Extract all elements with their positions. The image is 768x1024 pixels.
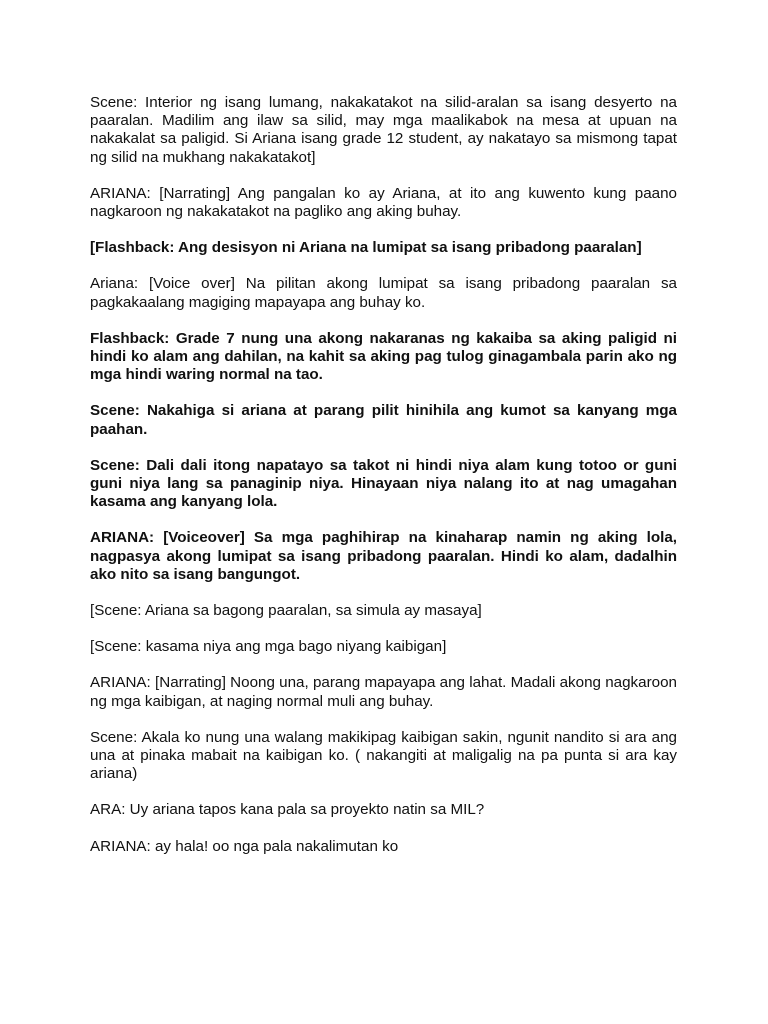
scene-paragraph-bold: Scene: Dali dali itong napatayo sa takot ni hindi niya alam kung totoo or guni guni niya lang sa panaginip niya. Hinayaan niya nalang ito at nag umagahan kasama ang kanyang lola. [90, 456, 677, 511]
scene-paragraph: Scene: Akala ko nung una walang makikipag kaibigan sakin, ngunit nandito si ara ang una at pinaka mabait na kaibigan ko. ( nakangiti at maligalig na pa punta si ara kay ariana) [90, 728, 677, 783]
scene-direction: [Scene: Ariana sa bagong paaralan, sa simula ay masaya] [90, 602, 482, 620]
scene-paragraph: Scene: Interior ng isang lumang, nakakatakot na silid-aralan sa isang desyerto na paaralan. Madilim ang ilaw sa silid, may mga maalikabok na mesa at upuan na nakakalat sa paligid. Si Ariana isang grade 12 student, ay nakatayo sa mismong tapat ng silid na mukhang nakakatakot] [90, 94, 677, 166]
voice-over-paragraph: Ariana: [Voice over] Na pilitan akong lumipat sa isang pribadong paaralan sa pagkakaalang magiging mapayapa ang buhay ko. [90, 275, 677, 311]
flashback-heading: [Flashback: Ang desisyon ni Ariana na lumipat sa isang pribadong paaralan] [90, 239, 642, 257]
narration-paragraph: ARIANA: [Narrating] Ang pangalan ko ay Ariana, at ito ang kuwento kung paano nagkaroon ng nakakatakot na pagliko ang aking buhay. [90, 184, 677, 221]
dialogue-line: ARA: Uy ariana tapos kana pala sa proyekto natin sa MIL? [90, 801, 485, 819]
scene-direction: [Scene: kasama niya ang mga bago niyang kaibigan] [90, 638, 447, 656]
narration-paragraph: ARIANA: [Narrating] Noong una, parang mapayapa ang lahat. Madali akong nagkaroon ng mga kaibigan, at naging normal muli ang buhay. [90, 674, 677, 710]
dialogue-line: ARIANA: ay hala! oo nga pala nakalimutan ko [90, 837, 399, 855]
scene-paragraph-bold: Scene: Nakahiga si ariana at parang pilit hinihila ang kumot sa kanyang mga paahan. [90, 402, 677, 438]
document-page [90, 94, 677, 874]
flashback-paragraph: Flashback: Grade 7 nung una akong nakaranas ng kakaiba sa aking paligid ni hindi ko alam ang dahilan, na kahit sa aking pag tulog ginagambala parin ako ng mga hindi waring normal na tao. [90, 329, 677, 384]
voiceover-paragraph-bold: ARIANA: [Voiceover] Sa mga paghihirap na kinaharap namin ng aking lola, nagpasya akong lumipat sa isang pribadong paaralan. Hindi ko alam, dadalhin ako nito sa isang bangungot. [90, 529, 677, 583]
